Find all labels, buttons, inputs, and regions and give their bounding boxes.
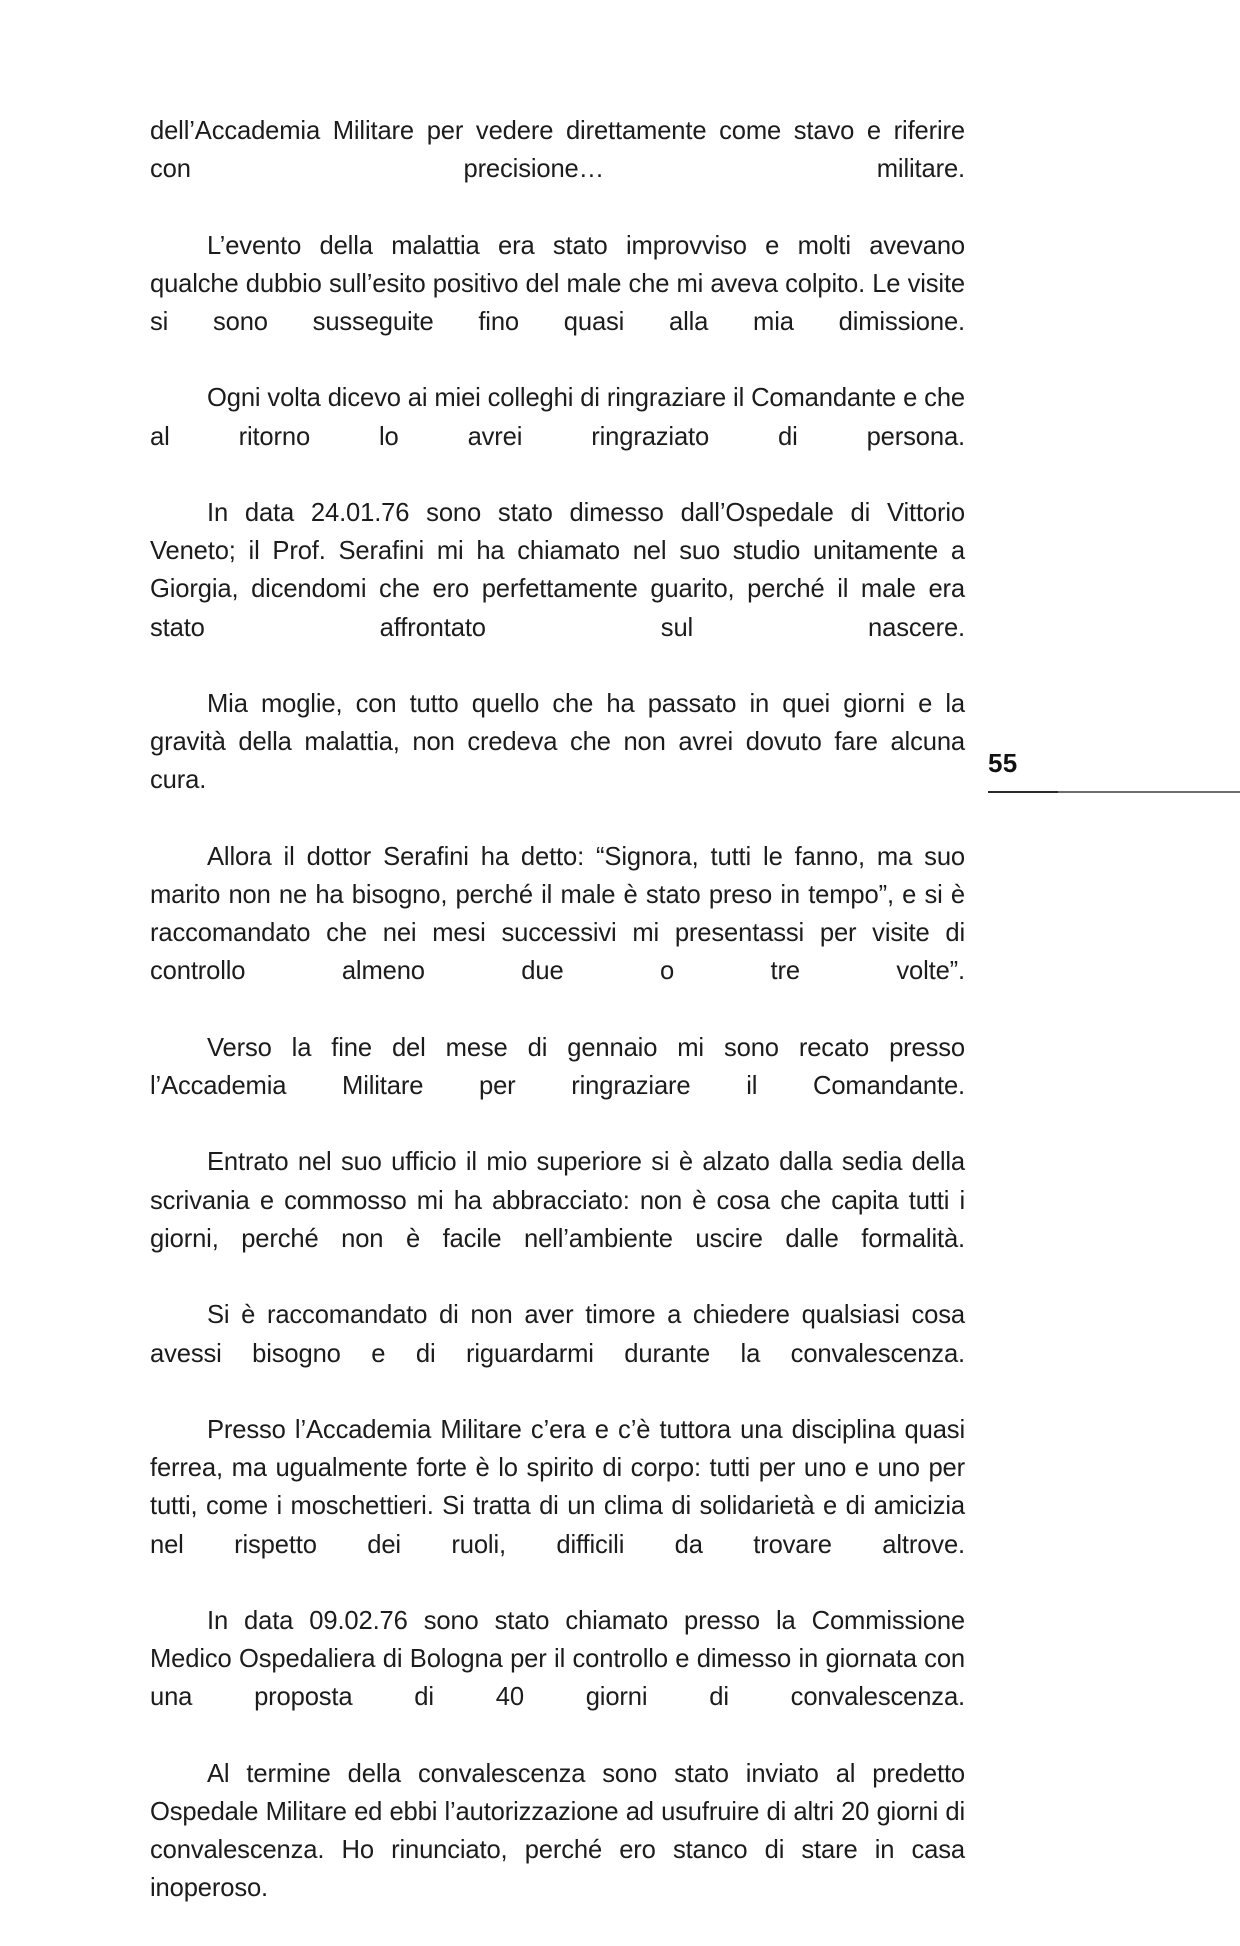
paragraph: Presso l’Accademia Militare c’era e c’è tuttora una disciplina quasi ferrea, ma ugualmente forte è lo spirito di corpo: tutti per uno e uno per tutti, come i moschettieri. Si tratta di un clima di solidarietà e di amicizia nel rispetto dei ruoli, difficili da trovare altrove. bbox=[150, 1415, 965, 1559]
folio-rule bbox=[988, 791, 1240, 793]
paragraph: L’evento della malattia era stato improvviso e molti avevano qualche dubbio sull’esito positivo del male che mi aveva colpito. Le visite si sono susseguite fino quasi alla mia dimissione. bbox=[150, 231, 965, 337]
folio-rule-light-segment bbox=[1058, 791, 1240, 793]
paragraph: Entrato nel suo ufficio il mio superiore si è alzato dalla sedia della scrivania e commosso mi ha abbracciato: non è cosa che capita tutti i giorni, perché non è facile nell’ambiente uscire dalle formalità. bbox=[150, 1148, 965, 1253]
page-number: 55 bbox=[988, 748, 1018, 778]
paragraph: dell’Accademia Militare per vedere direttamente come stavo e riferire con precisione… militare. bbox=[150, 117, 965, 184]
paragraph: In data 09.02.76 sono stato chiamato presso la Commissione Medico Ospedaliera di Bologna per il controllo e dimesso in giornata con una proposta di 40 giorni di convalescenza. bbox=[150, 1606, 965, 1712]
paragraph: Verso la fine del mese di gennaio mi sono recato presso l’Accademia Militare per ringraziare il Comandante. bbox=[150, 1033, 965, 1101]
paragraph: Si è raccomandato di non aver timore a chiedere qualsiasi cosa avessi bisogno e di riguardarmi durante la convalescenza. bbox=[150, 1301, 965, 1368]
paragraph: Al termine della convalescenza sono stato inviato al predetto Ospedale Militare ed ebbi l’autorizzazione ad usufruire di altri 20 giorni di convalescenza. Ho rinunciato, perché ero stanco di stare in casa inoperoso. bbox=[150, 1759, 965, 1903]
page-folio bbox=[988, 747, 1240, 817]
paragraph: Mia moglie, con tutto quello che ha passato in quei giorni e la gravità della malattia, non credeva che non avrei dovuto fare alcuna cura. bbox=[150, 690, 965, 795]
paragraph: In data 24.01.76 sono stato dimesso dall’Ospedale di Vittorio Veneto; il Prof. Serafini mi ha chiamato nel suo studio unitamente a Giorgia, dicendomi che ero perfettamente guarito, perché il male era stato affrontato sul nascere. bbox=[150, 499, 965, 642]
paragraph: Ogni volta dicevo ai miei colleghi di ringraziare il Comandante e che al ritorno lo avrei ringraziato di persona. bbox=[150, 384, 965, 451]
body-text-column bbox=[150, 112, 965, 1946]
paragraph: Allora il dottor Serafini ha detto: “Signora, tutti le fanno, ma suo marito non ne ha bisogno, perché il male è stato preso in tempo”, e si è raccomandato che nei mesi successivi mi presentassi per visite di controllo almeno due o tre volte”. bbox=[150, 842, 965, 986]
